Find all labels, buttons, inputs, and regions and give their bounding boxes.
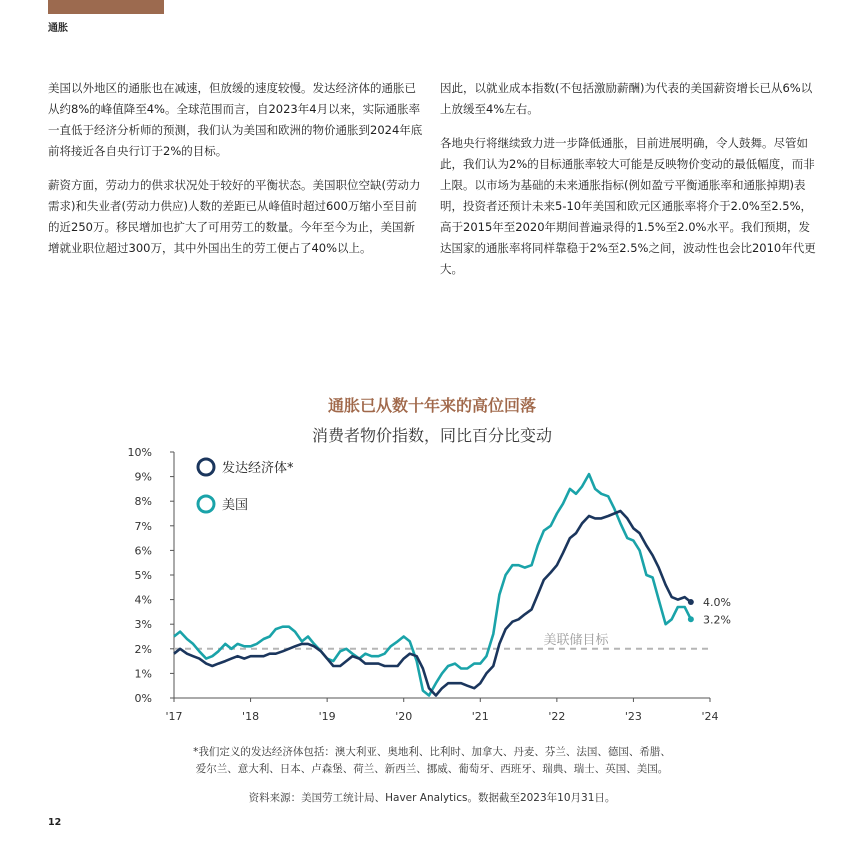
y-tick-label: 9% xyxy=(134,470,152,484)
x-tick-label: '20 xyxy=(395,710,413,723)
x-tick-label: '17 xyxy=(165,710,183,723)
legend-swatch xyxy=(198,459,214,475)
series-line xyxy=(174,474,691,695)
series-end-label: 4.0% xyxy=(703,596,731,610)
body-column-right xyxy=(440,78,818,293)
y-tick-label: 6% xyxy=(134,544,152,558)
y-tick-label: 0% xyxy=(134,692,152,705)
paragraph: 因此，以就业成本指数(不包括激励薪酬)为代表的美国薪资增长已从6%以上放缓至4%左右。 xyxy=(440,81,813,116)
body-column-left xyxy=(48,78,426,272)
y-tick-label: 7% xyxy=(134,519,152,533)
y-tick-label: 3% xyxy=(134,618,152,632)
y-tick-label: 8% xyxy=(134,495,152,509)
series-end-label: 3.2% xyxy=(703,613,731,627)
chart-source: 资料来源：美国劳工统计局、Haver Analytics。数据截至2023年10月31日。 xyxy=(248,792,616,804)
legend-label: 发达经济体* xyxy=(222,461,294,476)
series-end-marker xyxy=(688,616,694,622)
y-tick-label: 5% xyxy=(134,569,152,582)
paragraph: 薪资方面，劳动力的供求状况处于较好的平衡状态。美国职位空缺(劳动力需求)和失业者(劳动力供应)人数的差距已从峰值时超过600万缩小至目前的近250万。移民增加也扩大了可用劳工的数量。今年至今为止，美国新增就业职位超过300万，其中外国出生的劳工便占了40%以上。 xyxy=(48,178,421,255)
legend-swatch xyxy=(198,496,214,512)
series-end-marker xyxy=(688,599,694,605)
x-tick-label: '21 xyxy=(471,710,489,723)
x-tick-label: '19 xyxy=(318,710,336,723)
y-tick-label: 4% xyxy=(134,593,152,607)
paragraph: 美国以外地区的通胀也在减速，但放缓的速度较慢。发达经济体的通胀已从约8%的峰值降至4%。全球范围而言，自2023年4月以来，实际通胀率一直低于经济分析师的预测，我们认为美国和欧洲的物价通胀到2024年底前将接近各自央行订于2%的目标。 xyxy=(48,81,423,158)
chart-title: 通胀已从数十年来的高位回落 xyxy=(327,396,536,415)
x-tick-label: '23 xyxy=(624,710,642,723)
section-label: 通胀 xyxy=(48,23,68,34)
footnote-line: 爱尔兰、意大利、日本、卢森堡、荷兰、新西兰、挪威、葡萄牙、西班牙、瑞典、瑞士、英国、美国。 xyxy=(195,763,669,775)
x-tick-label: '18 xyxy=(242,710,260,723)
footnote-line: *我们定义的发达经济体包括：澳大利亚、奥地利、比利时、加拿大、丹麦、芬兰、法国、德国、希腊、 xyxy=(193,746,671,758)
chart-subtitle: 消费者物价指数，同比百分比变动 xyxy=(311,426,552,445)
inflation-line-chart xyxy=(0,440,864,740)
paragraph: 各地央行将继续致力进一步降低通胀，目前进展明确，令人鼓舞。尽管如此，我们认为2%的目标通胀率较大可能是反映物价变动的最低幅度，而非上限。以市场为基础的未来通胀指标(例如盈亏平衡通胀率和通胀掉期)表明，投资者还预计未来5-10年美国和欧元区通胀率将介于2.0%至2.5%，高于2015年至2020年期间普遍录得的1.5%至2.0%水平。我们预期，发达国家的通胀率将同样靠稳于2%至2.5%之间，波动性也会比2010年代更大。 xyxy=(440,136,816,276)
x-tick-label: '24 xyxy=(701,710,719,723)
x-tick-label: '22 xyxy=(548,710,566,723)
target-label: 美联储目标 xyxy=(543,632,609,648)
legend-label: 美国 xyxy=(222,498,249,513)
y-tick-label: 1% xyxy=(134,667,152,681)
chart-footnote xyxy=(0,744,864,778)
header-accent-bar xyxy=(48,0,164,14)
y-tick-label: 10% xyxy=(127,446,152,459)
series-line xyxy=(174,511,691,696)
page-number: 12 xyxy=(48,817,62,828)
y-tick-label: 2% xyxy=(134,642,152,656)
